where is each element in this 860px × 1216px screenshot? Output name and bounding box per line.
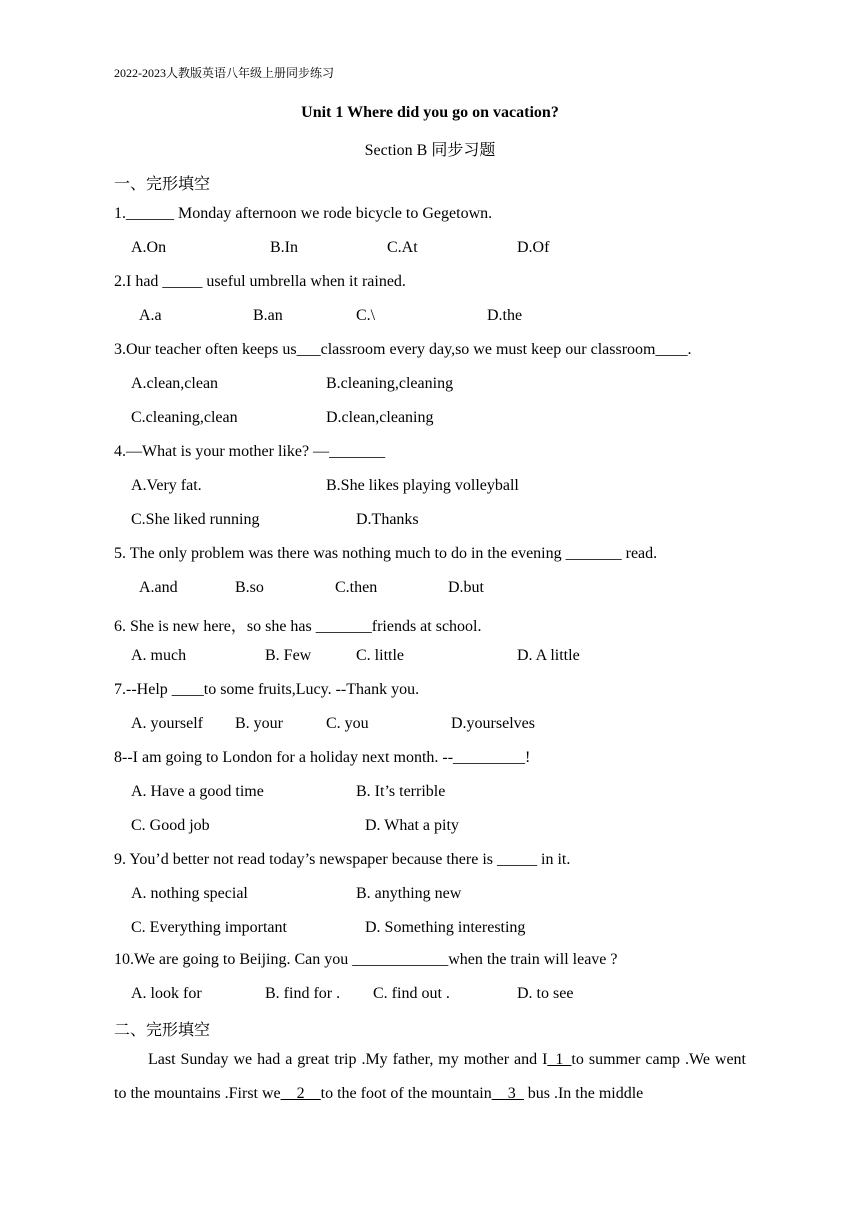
question-3-option-c: C.cleaning,clean bbox=[131, 409, 238, 426]
header-note: 2022-2023人教版英语八年级上册同步练习 bbox=[114, 66, 334, 80]
question-9-option-a: A. nothing special bbox=[131, 885, 248, 902]
question-10-stem: 10.We are going to Beijing. Can you ____________when the train will leave ? bbox=[114, 951, 618, 968]
cloze-passage bbox=[114, 1043, 746, 1111]
question-9-option-b: B. anything new bbox=[356, 885, 462, 902]
question-7-option-c: C. you bbox=[326, 715, 369, 732]
question-6-stem: 6. She is new here，so she has _______friends at school. bbox=[114, 618, 482, 635]
question-10-option-c: C. find out . bbox=[373, 985, 450, 1002]
passage-text-3: to the foot of the mountain bbox=[320, 1085, 492, 1102]
question-8-option-a: A. Have a good time bbox=[131, 783, 264, 800]
question-2-stem: 2.I had _____ useful umbrella when it rained. bbox=[114, 273, 406, 290]
question-1-stem: 1.______ Monday afternoon we rode bicycle to Gegetown. bbox=[114, 205, 493, 222]
passage-blank-2: __2__ bbox=[280, 1085, 321, 1102]
question-9-stem: 9. You’d better not read today’s newspaper because there is _____ in it. bbox=[114, 851, 571, 868]
passage-blank-1: _1_ bbox=[547, 1051, 572, 1068]
question-4-option-d: D.Thanks bbox=[356, 511, 419, 528]
section-heading-2: 二、完形填空 bbox=[114, 1022, 211, 1039]
question-10-option-b: B. find for . bbox=[265, 985, 341, 1002]
question-10-option-a: A. look for bbox=[131, 985, 202, 1002]
question-8-option-d: D. What a pity bbox=[365, 817, 459, 834]
question-1-option-a: A.On bbox=[131, 239, 167, 256]
question-5-option-a: A.and bbox=[139, 579, 178, 596]
passage-text-2: to summer camp .We went to the mountains .First we bbox=[114, 1051, 746, 1102]
question-6-option-a: A. much bbox=[131, 647, 187, 664]
question-1-option-c: C.At bbox=[387, 239, 418, 256]
page-title: Unit 1 Where did you go on vacation? bbox=[301, 104, 559, 121]
question-6-option-c: C. little bbox=[356, 647, 404, 664]
question-4-option-a: A.Very fat. bbox=[131, 477, 202, 494]
question-5-option-b: B.so bbox=[235, 579, 264, 596]
question-2-option-c: C.\ bbox=[356, 307, 376, 324]
question-6-option-b: B. Few bbox=[265, 647, 312, 664]
question-7-stem: 7.--Help ____to some fruits,Lucy. --Thank you. bbox=[114, 681, 420, 698]
question-3-stem: 3.Our teacher often keeps us___classroom every day,so we must keep our classroom____. bbox=[114, 341, 692, 358]
question-9-option-d: D. Something interesting bbox=[365, 919, 526, 936]
question-4-option-c: C.She liked running bbox=[131, 511, 260, 528]
passage-blank-3: __3_ bbox=[491, 1085, 524, 1102]
question-7-option-d: D.yourselves bbox=[451, 715, 535, 732]
question-2-option-b: B.an bbox=[253, 307, 283, 324]
page-subtitle: Section B 同步习题 bbox=[364, 142, 496, 159]
question-7-option-a: A. yourself bbox=[131, 715, 203, 732]
question-3-option-d: D.clean,cleaning bbox=[326, 409, 434, 426]
question-2-option-d: D.the bbox=[487, 307, 523, 324]
passage-text-1: Last Sunday we had a great trip .My father, my mother and I bbox=[148, 1051, 548, 1068]
question-2-option-a: A.a bbox=[139, 307, 162, 324]
question-5-stem: 5. The only problem was there was nothing much to do in the evening _______ read. bbox=[114, 545, 658, 562]
question-3-option-a: A.clean,clean bbox=[131, 375, 219, 392]
question-8-stem: 8--I am going to London for a holiday next month. --_________! bbox=[114, 749, 531, 766]
question-4-stem: 4.—What is your mother like? —_______ bbox=[114, 443, 386, 460]
question-1-option-d: D.Of bbox=[517, 239, 550, 256]
question-7-option-b: B. your bbox=[235, 715, 283, 732]
question-4-option-b: B.She likes playing volleyball bbox=[326, 477, 519, 494]
question-5-option-d: D.but bbox=[448, 579, 484, 596]
question-8-option-c: C. Good job bbox=[131, 817, 210, 834]
passage-text-4: bus .In the middle bbox=[523, 1085, 644, 1102]
section-heading-1: 一、完形填空 bbox=[114, 176, 211, 193]
question-5-option-c: C.then bbox=[335, 579, 378, 596]
question-1-option-b: B.In bbox=[270, 239, 298, 256]
question-10-option-d: D. to see bbox=[517, 985, 574, 1002]
question-3-option-b: B.cleaning,cleaning bbox=[326, 375, 454, 392]
question-8-option-b: B. It’s terrible bbox=[356, 783, 446, 800]
question-6-option-d: D. A little bbox=[517, 647, 580, 664]
question-9-option-c: C. Everything important bbox=[131, 919, 287, 936]
